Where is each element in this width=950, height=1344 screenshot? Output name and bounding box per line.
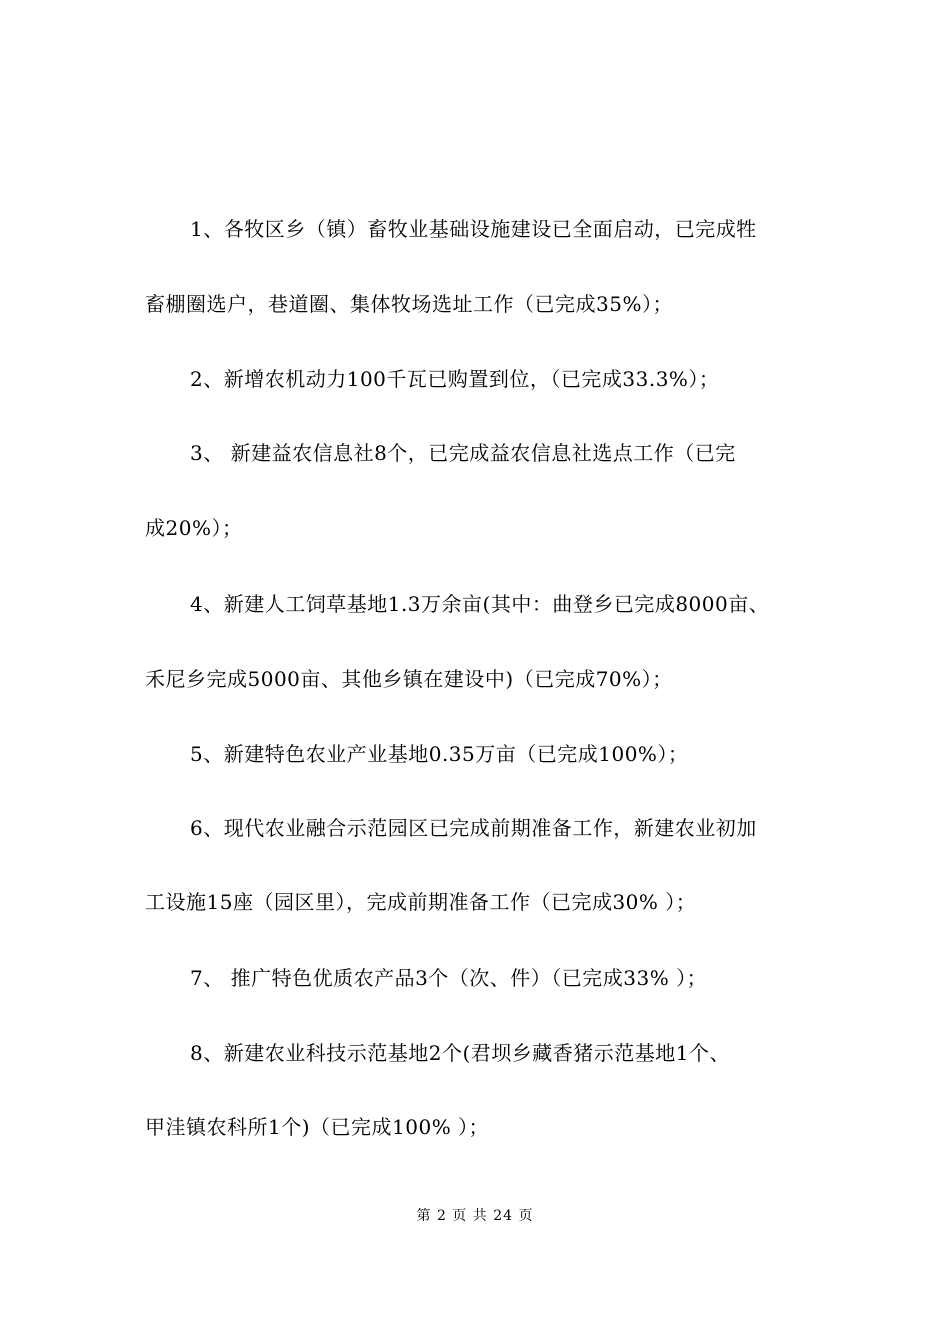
paragraph-line: 甲洼镇农科所1个)（已完成100% ）； bbox=[145, 1115, 490, 1139]
paragraph-line: 禾尼乡完成5000亩、其他乡镇在建设中)（已完成70%）； bbox=[145, 667, 673, 691]
paragraph-line: 6、现代农业融合示范园区已完成前期准备工作，新建农业初加 bbox=[190, 816, 757, 840]
paragraph-line: 1、各牧区乡（镇）畜牧业基础设施建设已全面启动，已完成牲 bbox=[190, 217, 757, 241]
paragraph-line: 4、新建人工饲草基地1.3万余亩(其中：曲登乡已完成8000亩、 bbox=[190, 592, 770, 616]
paragraph-line: 8、新建农业科技示范基地2个(君坝乡藏香猪示范基地1个、 bbox=[190, 1041, 730, 1065]
paragraph-line: 5、新建特色农业产业基地0.35万亩（已完成100%）； bbox=[190, 742, 689, 766]
paragraph-line: 2、新增农机动力100千瓦已购置到位，（已完成33.3%）； bbox=[190, 367, 720, 391]
page-number-footer: 第 2 页 共 24 页 bbox=[416, 1208, 534, 1224]
paragraph-line: 畜棚圈选户，巷道圈、集体牧场选址工作（已完成35%）； bbox=[145, 292, 673, 316]
paragraph-line: 3、 新建益农信息社8个，已完成益农信息社选点工作（已完 bbox=[190, 441, 736, 465]
paragraph-line: 成20%）； bbox=[145, 516, 243, 540]
paragraph-line: 7、 推广特色优质农产品3个（次、件）（已完成33% ）； bbox=[190, 966, 708, 990]
paragraph-line: 工设施15座（园区里），完成前期准备工作（已完成30% ）； bbox=[145, 890, 697, 914]
